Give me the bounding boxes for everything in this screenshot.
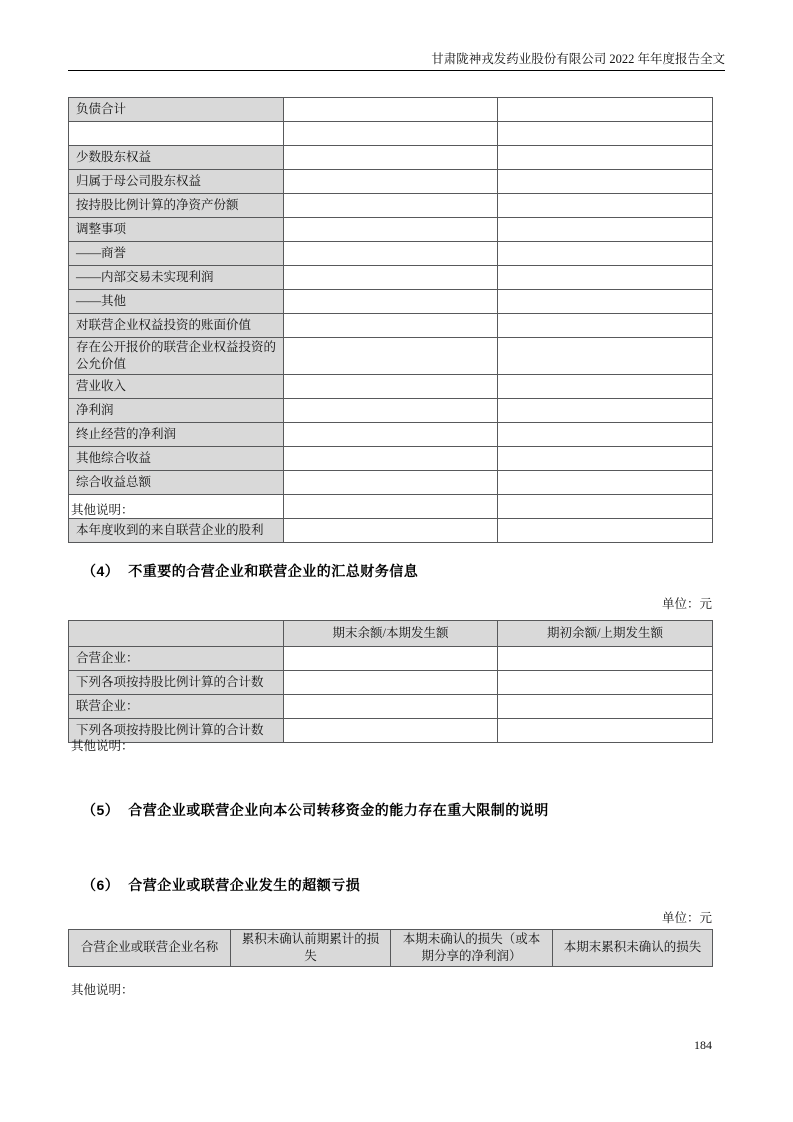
value-cell: [284, 470, 498, 494]
section-heading-5: [82, 800, 549, 820]
value-cell: [498, 719, 713, 743]
row-label-cell: 少数股东权益: [69, 146, 284, 170]
table-row: [69, 266, 713, 290]
row-label-cell: 净利润: [69, 398, 284, 422]
other-notes-label: 其他说明：: [71, 503, 134, 517]
value-cell: [498, 494, 713, 518]
row-label-cell: 本年度收到的来自联营企业的股利: [69, 518, 284, 542]
table-row: [69, 314, 713, 338]
row-label-cell: 其他综合收益: [69, 446, 284, 470]
value-cell: [284, 647, 498, 671]
table-row: [69, 374, 713, 398]
table-row: [69, 194, 713, 218]
value-cell: [498, 266, 713, 290]
value-cell: [284, 242, 498, 266]
row-label-cell: 营业收入: [69, 374, 284, 398]
row-label-cell: 对联营企业权益投资的账面价值: [69, 314, 284, 338]
value-cell: [498, 218, 713, 242]
value-cell: [498, 194, 713, 218]
table-row: [69, 695, 713, 719]
excess-losses-table: [68, 929, 713, 967]
table-row: [69, 446, 713, 470]
value-cell: [498, 647, 713, 671]
value-cell: [498, 242, 713, 266]
section-title: 合营企业或联营企业向本公司转移资金的能力存在重大限制的说明: [128, 802, 549, 818]
value-cell: [498, 314, 713, 338]
row-label-cell: 调整事项: [69, 218, 284, 242]
table-header-row: [69, 621, 713, 647]
table-row: [69, 494, 713, 518]
value-cell: [498, 446, 713, 470]
section-number: （5）: [82, 802, 120, 818]
other-notes-label: 其他说明：: [71, 739, 134, 753]
value-cell: [284, 338, 498, 375]
page-number: 184: [694, 1038, 712, 1052]
value-cell: [284, 170, 498, 194]
value-cell: [498, 146, 713, 170]
value-cell: [498, 671, 713, 695]
table-row: [69, 398, 713, 422]
table-row: [69, 422, 713, 446]
value-cell: [498, 398, 713, 422]
value-cell: [284, 290, 498, 314]
section-heading-6: [82, 875, 360, 895]
value-cell: [284, 314, 498, 338]
row-label-cell: 存在公开报价的联营企业权益投资的公允价值: [69, 338, 284, 375]
value-cell: [498, 170, 713, 194]
table-row: [69, 647, 713, 671]
header-rule: [68, 70, 725, 71]
unit-label: 单位：元: [661, 597, 712, 611]
row-label-cell: 按持股比例计算的净资产份额: [69, 194, 284, 218]
associates-financial-summary-table: [68, 97, 713, 543]
value-cell: [284, 422, 498, 446]
value-cell: [284, 374, 498, 398]
value-cell: [284, 719, 498, 743]
table-row: [69, 146, 713, 170]
table-row: [69, 170, 713, 194]
row-label-cell: ——其他: [69, 290, 284, 314]
table-row: [69, 242, 713, 266]
row-label-cell: 下列各项按持股比例计算的合计数: [69, 719, 284, 743]
value-cell: [498, 338, 713, 375]
value-cell: [284, 398, 498, 422]
row-label-cell: 负债合计: [69, 98, 284, 122]
row-label-cell: [69, 122, 284, 146]
value-cell: [498, 470, 713, 494]
value-cell: [498, 98, 713, 122]
section-title: 不重要的合营企业和联营企业的汇总财务信息: [128, 563, 419, 579]
table-row: [69, 470, 713, 494]
table-row: [69, 338, 713, 375]
header-cell: 合营企业或联营企业名称: [69, 930, 231, 967]
value-cell: [284, 146, 498, 170]
table-row: [69, 290, 713, 314]
row-label-cell: 终止经营的净利润: [69, 422, 284, 446]
value-cell: [498, 122, 713, 146]
header-cell: 期初余额/上期发生额: [498, 621, 713, 647]
header-cell: 本期末累积未确认的损失: [553, 930, 713, 967]
row-label-cell: 合营企业：: [69, 647, 284, 671]
value-cell: [284, 671, 498, 695]
value-cell: [284, 518, 498, 542]
value-cell: [284, 218, 498, 242]
table-row: [69, 122, 713, 146]
unit-label: 单位：元: [661, 911, 712, 925]
header-cell: 累积未确认前期累计的损失: [231, 930, 391, 967]
row-label-cell: ——商誉: [69, 242, 284, 266]
row-label-cell: 综合收益总额: [69, 470, 284, 494]
value-cell: [498, 695, 713, 719]
header-cell: 本期未确认的损失（或本期分享的净利润）: [391, 930, 553, 967]
table-row: [69, 518, 713, 542]
value-cell: [284, 446, 498, 470]
section-heading-4: [82, 561, 418, 581]
insignificant-entities-summary-table: [68, 620, 713, 743]
value-cell: [284, 266, 498, 290]
row-label-cell: 联营企业：: [69, 695, 284, 719]
row-label-cell: 下列各项按持股比例计算的合计数: [69, 671, 284, 695]
value-cell: [498, 290, 713, 314]
row-label-cell: ——内部交易未实现利润: [69, 266, 284, 290]
value-cell: [284, 494, 498, 518]
section-number: （4）: [82, 563, 120, 579]
table-header-row: [69, 930, 713, 967]
table-row: [69, 719, 713, 743]
section-title: 合营企业或联营企业发生的超额亏损: [128, 877, 361, 893]
section-number: （6）: [82, 877, 120, 893]
row-label-cell: 归属于母公司股东权益: [69, 170, 284, 194]
header-cell: [69, 621, 284, 647]
table-row: [69, 218, 713, 242]
table-row: [69, 671, 713, 695]
value-cell: [498, 518, 713, 542]
header-cell: 期末余额/本期发生额: [284, 621, 498, 647]
value-cell: [284, 695, 498, 719]
value-cell: [284, 98, 498, 122]
value-cell: [498, 422, 713, 446]
value-cell: [284, 194, 498, 218]
table-row: [69, 98, 713, 122]
value-cell: [284, 122, 498, 146]
other-notes-label: 其他说明：: [71, 983, 134, 997]
report-header-title: 甘肃陇神戎发药业股份有限公司 2022 年年度报告全文: [431, 52, 725, 66]
value-cell: [498, 374, 713, 398]
